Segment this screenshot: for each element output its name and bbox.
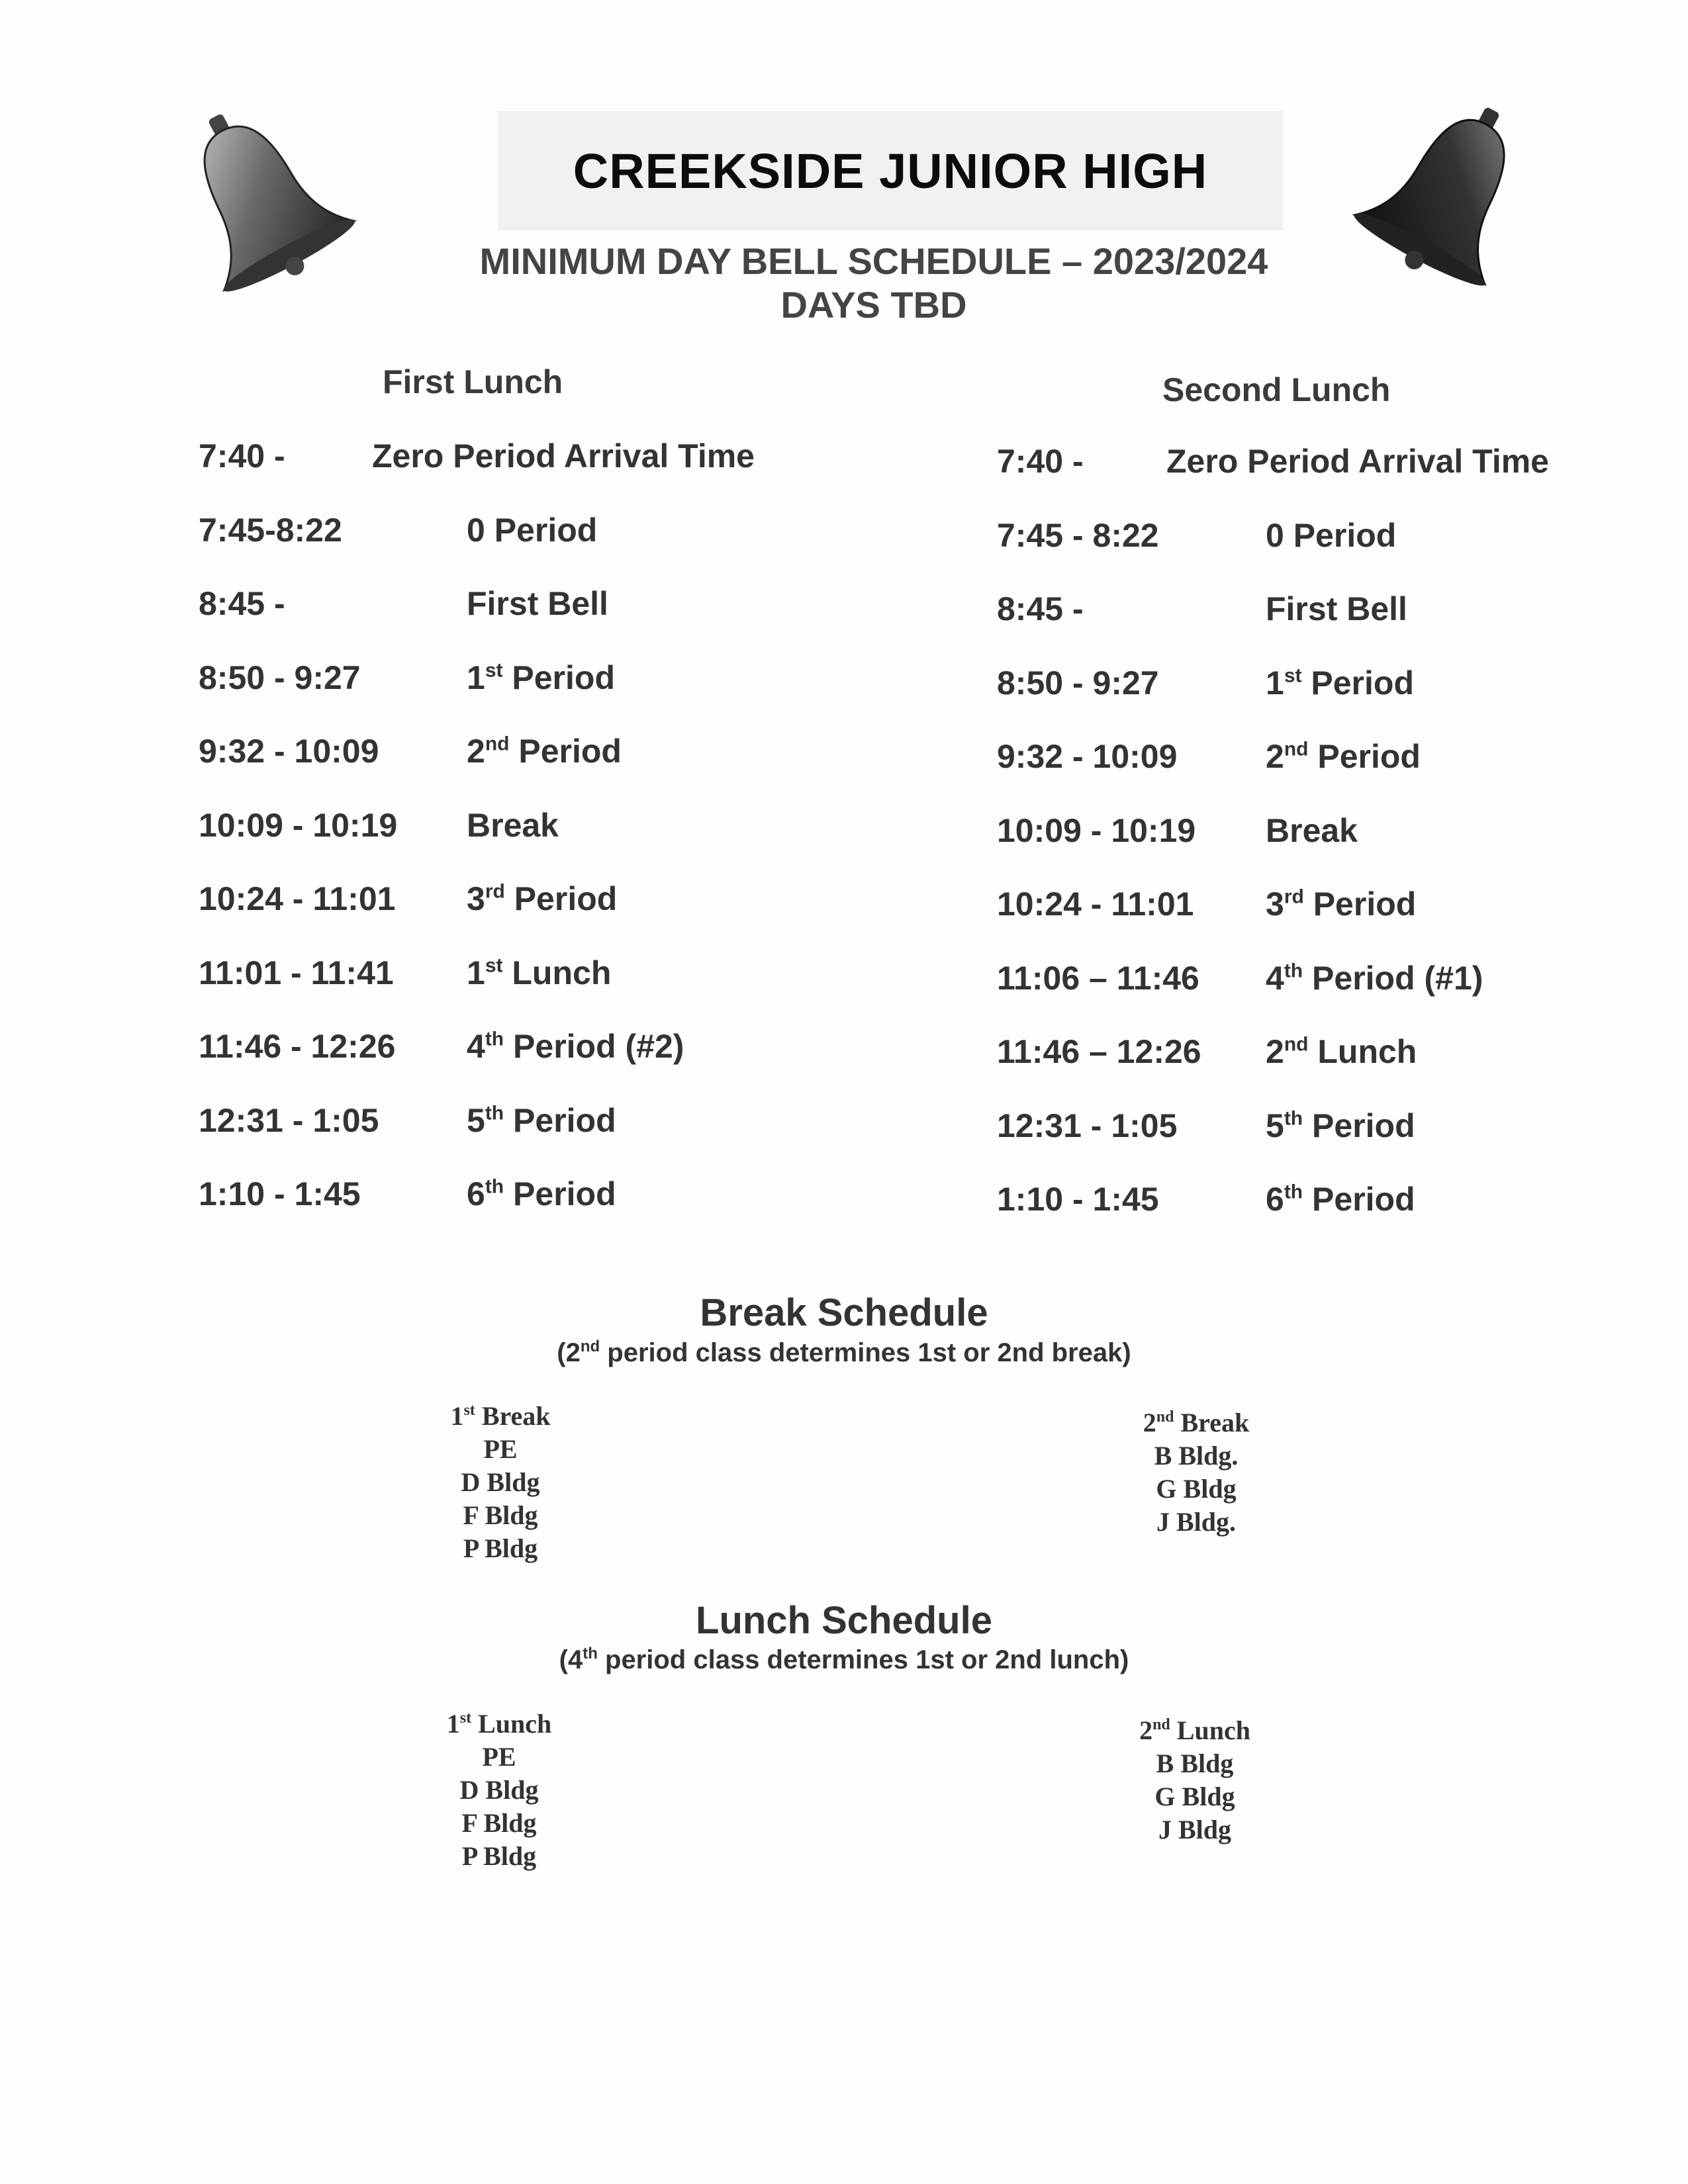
schedule-time: 8:50 - 9:27 [199,659,361,696]
list-item: F Bldg [463,1500,538,1530]
schedule-time: 10:24 - 11:01 [199,880,396,917]
schedule-time: 10:09 - 10:19 [997,811,1196,849]
schedule-time: 12:31 - 1:05 [199,1101,379,1139]
schedule-time: 11:46 – 12:26 [997,1033,1201,1070]
first-break-list [414,1400,586,1565]
schedule-event: Zero Period Arrival Time [1166,443,1549,480]
first-lunch-list-heading: 1st Lunch [446,1709,552,1739]
schedule-event: 1st Period [1266,664,1414,702]
schedule-time: 7:40 - [997,443,1084,480]
schedule-time: 1:10 - 1:45 [199,1175,361,1212]
first-lunch-heading: First Lunch [383,363,563,400]
first-lunch-list [413,1707,585,1873]
schedule-event: 1st Lunch [467,954,612,991]
schedule-event: First Bell [1266,590,1407,627]
schedule-event: Break [467,806,559,844]
schedule-event: 3rd Period [1266,886,1417,923]
second-lunch-heading: Second Lunch [1162,371,1391,408]
schedule-event: 0 Period [467,511,598,549]
schedule-event: Break [1266,811,1358,849]
list-item: G Bldg [1156,1474,1237,1504]
list-item: F Bldg [461,1808,537,1838]
schedule-event: First Bell [467,585,608,622]
school-title: CREEKSIDE JUNIOR HIGH [573,143,1208,199]
list-item: PE [482,1742,516,1772]
days-tbd: DAYS TBD [780,284,967,326]
schedule-event: Zero Period Arrival Time [372,437,755,475]
schedule-event: 5th Period [1266,1107,1415,1144]
list-item: B Bldg [1156,1749,1234,1778]
list-item: J Bldg [1158,1815,1232,1844]
first-break-heading: 1st Break [450,1401,551,1431]
schedule-event: 6th Period [1266,1181,1415,1218]
schedule-event: 6th Period [467,1175,616,1212]
school-title-box [498,111,1283,230]
schedule-time: 12:31 - 1:05 [997,1107,1178,1144]
schedule-time: 10:09 - 10:19 [199,806,398,844]
schedule-time: 1:10 - 1:45 [997,1181,1159,1218]
bell-icon-left [159,93,357,304]
second-lunch-list-heading: 2nd Lunch [1139,1715,1250,1745]
schedule-subtitle: MINIMUM DAY BELL SCHEDULE – 2023/2024 [479,240,1268,282]
schedule-time: 11:01 - 11:41 [199,954,394,991]
second-break-list [1110,1406,1282,1539]
lunch-schedule-title: Lunch Schedule [696,1599,992,1642]
list-item: G Bldg [1154,1782,1235,1811]
lunch-schedule-note: (4th period class determines 1st or 2nd lunch) [559,1645,1129,1674]
schedule-time: 11:46 - 12:26 [199,1028,396,1065]
second-lunch-list [1109,1714,1281,1846]
schedule-event: 4th Period (#2) [467,1028,684,1065]
schedule-event: 4th Period (#1) [1266,959,1483,997]
schedule-event: 5th Period [467,1101,616,1139]
schedule-time: 10:24 - 11:01 [997,886,1194,923]
list-item: P Bldg [463,1533,538,1563]
break-schedule-note: (2nd period class determines 1st or 2nd break) [557,1338,1131,1367]
schedule-event: 3rd Period [467,880,618,917]
list-item: D Bldg [459,1775,539,1805]
schedule-event: 0 Period [1266,516,1397,554]
schedule-time: 11:06 – 11:46 [997,959,1199,997]
list-item: D Bldg [461,1467,540,1497]
list-item: J Bldg. [1156,1507,1237,1537]
schedule-time: 9:32 - 10:09 [199,733,379,770]
break-schedule-title: Break Schedule [700,1291,988,1334]
second-break-heading: 2nd Break [1143,1408,1250,1437]
list-item: B Bldg. [1154,1441,1239,1471]
schedule-time: 8:45 - [997,590,1084,627]
schedule-time: 7:45-8:22 [199,511,342,549]
schedule-time: 9:32 - 10:09 [997,738,1178,775]
schedule-event: 1st Period [467,659,615,696]
list-item: P Bldg [461,1841,537,1871]
schedule-time: 7:45 - 8:22 [997,516,1159,554]
list-item: PE [483,1434,518,1464]
schedule-time: 7:40 - [199,437,285,475]
schedule-time: 8:45 - [199,585,285,622]
schedule-event: 2nd Period [467,733,622,770]
schedule-time: 8:50 - 9:27 [997,664,1159,702]
schedule-event: 2nd Lunch [1266,1033,1417,1070]
schedule-event: 2nd Period [1266,738,1421,775]
